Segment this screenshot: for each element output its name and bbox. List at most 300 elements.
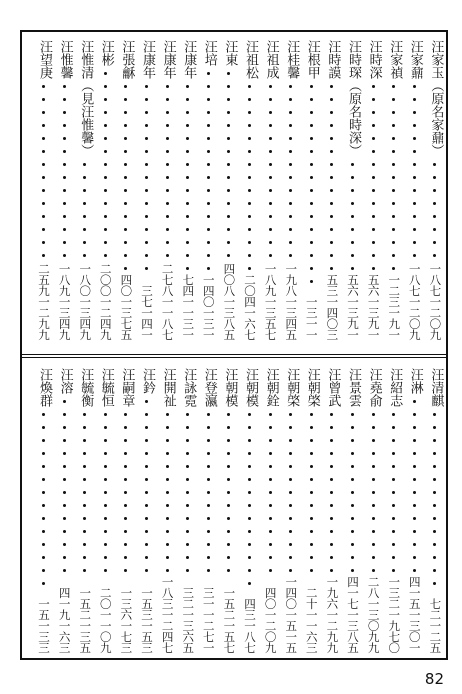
leader-dot bbox=[372, 189, 375, 192]
leader-dot bbox=[83, 254, 86, 257]
leader-dot bbox=[104, 189, 107, 192]
index-entry bbox=[261, 368, 281, 653]
leader-dot bbox=[310, 163, 313, 166]
entry-pages: 一四〇一三一 bbox=[201, 274, 216, 340]
leader-dot bbox=[372, 452, 375, 455]
leader-dot bbox=[63, 241, 66, 244]
entry-pages: 一八九一三四九 bbox=[57, 263, 72, 340]
leader-dot bbox=[104, 491, 107, 494]
leader-dot bbox=[351, 556, 354, 559]
leader-dot bbox=[186, 137, 189, 140]
leader-dot bbox=[248, 439, 251, 442]
leader-dot bbox=[310, 176, 313, 179]
leader-dot bbox=[310, 124, 313, 127]
leader-dot bbox=[207, 72, 210, 75]
entry-pages: 四〇一二〇九 bbox=[263, 587, 278, 653]
entry-pages: 二十一一六三 bbox=[304, 587, 319, 653]
leader-dot bbox=[248, 530, 251, 533]
leader-dot bbox=[289, 85, 292, 88]
leader-dot bbox=[104, 72, 107, 75]
leader-dot bbox=[330, 478, 333, 481]
leader-dot bbox=[433, 517, 436, 520]
leader-dot bbox=[207, 543, 210, 546]
leader-dot bbox=[104, 517, 107, 520]
leader-dot bbox=[392, 150, 395, 153]
entry-name: 汪時謨 bbox=[325, 40, 341, 79]
leader-dot bbox=[433, 202, 436, 205]
leader-dot bbox=[186, 163, 189, 166]
leader-dot bbox=[392, 137, 395, 140]
leader-dot bbox=[310, 189, 313, 192]
entry-name: 汪家玉（原名家鼐） bbox=[428, 40, 444, 157]
entry-pages: 一三二一九七〇 bbox=[387, 576, 402, 653]
entry-name: 汪溶 bbox=[57, 368, 73, 394]
leader-dot bbox=[248, 111, 251, 114]
leader-dot bbox=[207, 413, 210, 416]
leader-dot bbox=[269, 543, 272, 546]
leader-dot bbox=[63, 452, 66, 455]
leader-dot bbox=[63, 569, 66, 572]
entry-name: 汪康年 bbox=[181, 40, 197, 79]
leader-dot bbox=[330, 439, 333, 442]
leader-dot bbox=[351, 569, 354, 572]
leader-dot bbox=[372, 517, 375, 520]
leader-dot bbox=[227, 72, 230, 75]
leader-dot bbox=[248, 465, 251, 468]
leader-dot bbox=[207, 150, 210, 153]
leader-dot bbox=[227, 189, 230, 192]
entry-pages: 一五一三三 bbox=[37, 598, 51, 653]
entry-pages: 一五二一五七 bbox=[222, 587, 237, 653]
leader-dot bbox=[413, 163, 416, 166]
leader-dot bbox=[166, 478, 169, 481]
leader-dot bbox=[83, 215, 86, 218]
leader-dot bbox=[269, 413, 272, 416]
leader-dot bbox=[351, 413, 354, 416]
leader-dot bbox=[166, 504, 169, 507]
leader-dot bbox=[227, 163, 230, 166]
leader-dot bbox=[186, 452, 189, 455]
index-entry bbox=[137, 368, 157, 653]
leader-dot bbox=[166, 517, 169, 520]
leader-dot bbox=[392, 254, 395, 257]
entry-name: 汪登瀛 bbox=[201, 368, 217, 407]
entry-pages: 一三一一 bbox=[304, 296, 319, 340]
leader-dot bbox=[63, 98, 66, 101]
leader-dot bbox=[413, 241, 416, 244]
leader-dot bbox=[186, 569, 189, 572]
leader-dot bbox=[145, 530, 148, 533]
leader-dot bbox=[248, 124, 251, 127]
leader-dot bbox=[63, 504, 66, 507]
leader-dot bbox=[310, 98, 313, 101]
leader-dot bbox=[166, 176, 169, 179]
leader-dot bbox=[227, 85, 230, 88]
leader-dot bbox=[330, 176, 333, 179]
leader-dot bbox=[433, 582, 436, 585]
leader-dot bbox=[63, 426, 66, 429]
index-entry bbox=[34, 40, 54, 340]
leader-dot bbox=[63, 543, 66, 546]
leader-dot bbox=[186, 98, 189, 101]
leader-dot bbox=[227, 491, 230, 494]
entry-pages: 五六一三九一 bbox=[346, 274, 360, 340]
leader-dot bbox=[392, 228, 395, 231]
leader-dot bbox=[145, 413, 148, 416]
leader-dot bbox=[372, 254, 375, 257]
leader-dot bbox=[166, 254, 169, 257]
leader-dot bbox=[124, 85, 127, 88]
leader-dot bbox=[269, 111, 272, 114]
index-entry bbox=[384, 368, 404, 653]
entry-pages: 三一一二七一 bbox=[201, 587, 216, 653]
index-entry bbox=[425, 368, 445, 653]
leader-dot bbox=[248, 176, 251, 179]
leader-dot bbox=[289, 452, 292, 455]
leader-dot bbox=[310, 85, 313, 88]
entry-pages: 一四〇一五一五 bbox=[284, 576, 299, 653]
leader-dot bbox=[227, 439, 230, 442]
leader-dot bbox=[392, 439, 395, 442]
leader-dot bbox=[83, 504, 86, 507]
leader-dot bbox=[392, 426, 395, 429]
leader-dot bbox=[63, 491, 66, 494]
leader-dot bbox=[104, 124, 107, 127]
leader-dot bbox=[83, 163, 86, 166]
leader-dot bbox=[433, 556, 436, 559]
leader-dot bbox=[145, 163, 148, 166]
leader-dot bbox=[207, 504, 210, 507]
leader-dot bbox=[392, 202, 395, 205]
leader-dot bbox=[207, 111, 210, 114]
leader-dot bbox=[63, 413, 66, 416]
leader-dot bbox=[83, 556, 86, 559]
leader-dot bbox=[372, 569, 375, 572]
leader-dot bbox=[145, 137, 148, 140]
index-entry bbox=[322, 368, 342, 653]
leader-dot bbox=[372, 478, 375, 481]
leader-dot bbox=[207, 98, 210, 101]
leader-dot bbox=[124, 556, 127, 559]
leader-dot bbox=[83, 439, 86, 442]
leader-dot bbox=[372, 465, 375, 468]
leader-dot bbox=[248, 150, 251, 153]
leader-dot bbox=[207, 176, 210, 179]
leader-dot bbox=[104, 478, 107, 481]
entry-name: 汪嗣章 bbox=[119, 368, 135, 407]
leader-dot bbox=[124, 267, 127, 270]
leader-dot bbox=[351, 530, 354, 533]
entry-name: 汪培 bbox=[201, 40, 217, 66]
leader-dot bbox=[413, 124, 416, 127]
leader-dot bbox=[104, 85, 107, 88]
leader-dot bbox=[42, 556, 45, 559]
leader-dot bbox=[166, 228, 169, 231]
leader-dot bbox=[269, 569, 272, 572]
leader-dot bbox=[124, 189, 127, 192]
index-entry bbox=[281, 368, 301, 653]
leader-dot bbox=[83, 543, 86, 546]
leader-dot bbox=[330, 452, 333, 455]
entry-pages: 五三一四〇三 bbox=[325, 274, 340, 340]
leader-dot bbox=[124, 543, 127, 546]
leader-dot bbox=[413, 465, 416, 468]
leader-dot bbox=[42, 228, 45, 231]
leader-dot bbox=[186, 241, 189, 244]
leader-dot bbox=[227, 215, 230, 218]
leader-dot bbox=[124, 465, 127, 468]
leader-dot bbox=[104, 163, 107, 166]
leader-dot bbox=[330, 98, 333, 101]
leader-dot bbox=[330, 465, 333, 468]
leader-dot bbox=[124, 517, 127, 520]
leader-dot bbox=[248, 426, 251, 429]
leader-dot bbox=[413, 98, 416, 101]
leader-dot bbox=[433, 439, 436, 442]
leader-dot bbox=[207, 228, 210, 231]
leader-dot bbox=[413, 478, 416, 481]
leader-dot bbox=[248, 504, 251, 507]
leader-dot bbox=[248, 254, 251, 257]
entry-name: 汪朝銓 bbox=[263, 368, 279, 407]
leader-dot bbox=[42, 85, 45, 88]
leader-dot bbox=[248, 452, 251, 455]
leader-dot bbox=[207, 137, 210, 140]
entry-pages: 一二三一九一 bbox=[387, 274, 402, 340]
leader-dot bbox=[248, 267, 251, 270]
leader-dot bbox=[248, 202, 251, 205]
leader-dot bbox=[124, 98, 127, 101]
leader-dot bbox=[351, 439, 354, 442]
leader-dot bbox=[145, 202, 148, 205]
leader-dot bbox=[83, 478, 86, 481]
index-entry bbox=[405, 40, 425, 340]
leader-dot bbox=[248, 189, 251, 192]
index-entry bbox=[384, 40, 404, 340]
leader-dot bbox=[227, 478, 230, 481]
leader-dot bbox=[392, 465, 395, 468]
leader-dot bbox=[207, 124, 210, 127]
index-entry bbox=[137, 40, 157, 340]
leader-dot bbox=[269, 426, 272, 429]
entry-pages: 四〇八一三八五 bbox=[222, 263, 237, 340]
leader-dot bbox=[372, 228, 375, 231]
leader-dot bbox=[186, 150, 189, 153]
leader-dot bbox=[145, 569, 148, 572]
leader-dot bbox=[104, 111, 107, 114]
leader-dot bbox=[248, 556, 251, 559]
leader-dot bbox=[433, 504, 436, 507]
leader-dot bbox=[392, 241, 395, 244]
leader-dot bbox=[42, 569, 45, 572]
leader-dot bbox=[207, 491, 210, 494]
leader-dot bbox=[269, 254, 272, 257]
leader-dot bbox=[104, 241, 107, 244]
leader-dot bbox=[145, 215, 148, 218]
leader-dot bbox=[269, 228, 272, 231]
leader-dot bbox=[433, 241, 436, 244]
leader-dot bbox=[42, 413, 45, 416]
leader-dot bbox=[248, 85, 251, 88]
index-entry bbox=[34, 368, 54, 653]
leader-dot bbox=[42, 452, 45, 455]
index-entry bbox=[343, 368, 363, 653]
leader-dot bbox=[227, 176, 230, 179]
leader-dot bbox=[63, 202, 66, 205]
leader-dot bbox=[166, 150, 169, 153]
leader-dot bbox=[186, 215, 189, 218]
leader-dot bbox=[248, 478, 251, 481]
leader-dot bbox=[63, 163, 66, 166]
leader-dot bbox=[433, 478, 436, 481]
leader-dot bbox=[124, 124, 127, 127]
index-entry bbox=[240, 40, 260, 340]
leader-dot bbox=[227, 465, 230, 468]
leader-dot bbox=[330, 202, 333, 205]
leader-dot bbox=[166, 569, 169, 572]
leader-dot bbox=[166, 189, 169, 192]
entry-pages: 一九八一三四五 bbox=[284, 263, 299, 340]
leader-dot bbox=[124, 241, 127, 244]
leader-dot bbox=[186, 176, 189, 179]
leader-dot bbox=[186, 228, 189, 231]
leader-dot bbox=[433, 163, 436, 166]
leader-dot bbox=[104, 228, 107, 231]
leader-dot bbox=[248, 137, 251, 140]
leader-dot bbox=[63, 530, 66, 533]
leader-dot bbox=[310, 465, 313, 468]
entry-name: 汪望庚 bbox=[37, 40, 52, 79]
entry-pages: 三二一三六五 bbox=[181, 587, 196, 653]
leader-dot bbox=[248, 98, 251, 101]
leader-dot bbox=[63, 439, 66, 442]
entry-name: 汪景雲 bbox=[346, 368, 361, 407]
leader-dot bbox=[227, 202, 230, 205]
leader-dot bbox=[310, 478, 313, 481]
leader-dot bbox=[83, 413, 86, 416]
leader-dot bbox=[104, 439, 107, 442]
leader-dot bbox=[145, 150, 148, 153]
leader-dot bbox=[351, 517, 354, 520]
leader-dot bbox=[145, 400, 148, 403]
leader-dot bbox=[83, 491, 86, 494]
leader-dot bbox=[269, 202, 272, 205]
leader-dot bbox=[166, 85, 169, 88]
leader-dot bbox=[392, 543, 395, 546]
leader-dot bbox=[83, 176, 86, 179]
leader-dot bbox=[269, 163, 272, 166]
entry-name: 汪祖松 bbox=[243, 40, 258, 79]
leader-dot bbox=[289, 176, 292, 179]
entry-name: 汪毓恒 bbox=[98, 368, 114, 407]
leader-dot bbox=[186, 202, 189, 205]
leader-dot bbox=[104, 452, 107, 455]
leader-dot bbox=[63, 215, 66, 218]
leader-dot bbox=[104, 202, 107, 205]
leader-dot bbox=[63, 124, 66, 127]
index-entry bbox=[240, 368, 260, 653]
leader-dot bbox=[104, 426, 107, 429]
leader-dot bbox=[227, 150, 230, 153]
leader-dot bbox=[433, 465, 436, 468]
leader-dot bbox=[166, 491, 169, 494]
leader-dot bbox=[63, 478, 66, 481]
entry-name: 汪朝棨 bbox=[304, 368, 320, 407]
leader-dot bbox=[392, 163, 395, 166]
leader-dot bbox=[392, 85, 395, 88]
leader-dot bbox=[186, 556, 189, 559]
leader-dot bbox=[42, 202, 45, 205]
leader-dot bbox=[289, 556, 292, 559]
leader-dot bbox=[289, 439, 292, 442]
leader-dot bbox=[124, 569, 127, 572]
leader-dot bbox=[207, 439, 210, 442]
leader-dot bbox=[124, 163, 127, 166]
leader-dot bbox=[433, 176, 436, 179]
leader-dot bbox=[269, 556, 272, 559]
leader-dot bbox=[42, 215, 45, 218]
leader-dot bbox=[310, 517, 313, 520]
leader-dot bbox=[330, 124, 333, 127]
leader-dot bbox=[124, 150, 127, 153]
leader-dot bbox=[269, 215, 272, 218]
leader-dot bbox=[269, 504, 272, 507]
entry-name: 汪家禎 bbox=[387, 40, 403, 79]
leader-dot bbox=[166, 202, 169, 205]
leader-dot bbox=[186, 439, 189, 442]
leader-dot bbox=[413, 530, 416, 533]
leader-dot bbox=[124, 137, 127, 140]
leader-dot bbox=[289, 98, 292, 101]
leader-dot bbox=[433, 215, 436, 218]
entry-pages: 一八三一二四七 bbox=[160, 576, 175, 653]
leader-dot bbox=[207, 556, 210, 559]
entry-pages: 二五九一二九九 bbox=[37, 263, 51, 340]
leader-dot bbox=[124, 228, 127, 231]
leader-dot bbox=[310, 439, 313, 442]
leader-dot bbox=[330, 111, 333, 114]
leader-dot bbox=[433, 530, 436, 533]
leader-dot bbox=[248, 241, 251, 244]
leader-dot bbox=[207, 267, 210, 270]
leader-dot bbox=[330, 413, 333, 416]
leader-dot bbox=[413, 202, 416, 205]
leader-dot bbox=[413, 400, 416, 403]
leader-dot bbox=[42, 111, 45, 114]
leader-dot bbox=[351, 163, 354, 166]
leader-dot bbox=[330, 85, 333, 88]
leader-dot bbox=[63, 254, 66, 257]
leader-dot bbox=[310, 504, 313, 507]
leader-dot bbox=[433, 426, 436, 429]
leader-dot bbox=[413, 452, 416, 455]
leader-dot bbox=[269, 137, 272, 140]
leader-dot bbox=[310, 491, 313, 494]
leader-dot bbox=[145, 267, 148, 270]
leader-dot bbox=[310, 137, 313, 140]
entry-name: 汪家鼐 bbox=[407, 40, 423, 79]
leader-dot bbox=[269, 530, 272, 533]
leader-dot bbox=[227, 228, 230, 231]
leader-dot bbox=[63, 137, 66, 140]
leader-dot bbox=[145, 241, 148, 244]
leader-dot bbox=[289, 228, 292, 231]
leader-dot bbox=[186, 124, 189, 127]
leader-dot bbox=[145, 254, 148, 257]
leader-dot bbox=[310, 556, 313, 559]
leader-dot bbox=[310, 150, 313, 153]
leader-dot bbox=[42, 530, 45, 533]
